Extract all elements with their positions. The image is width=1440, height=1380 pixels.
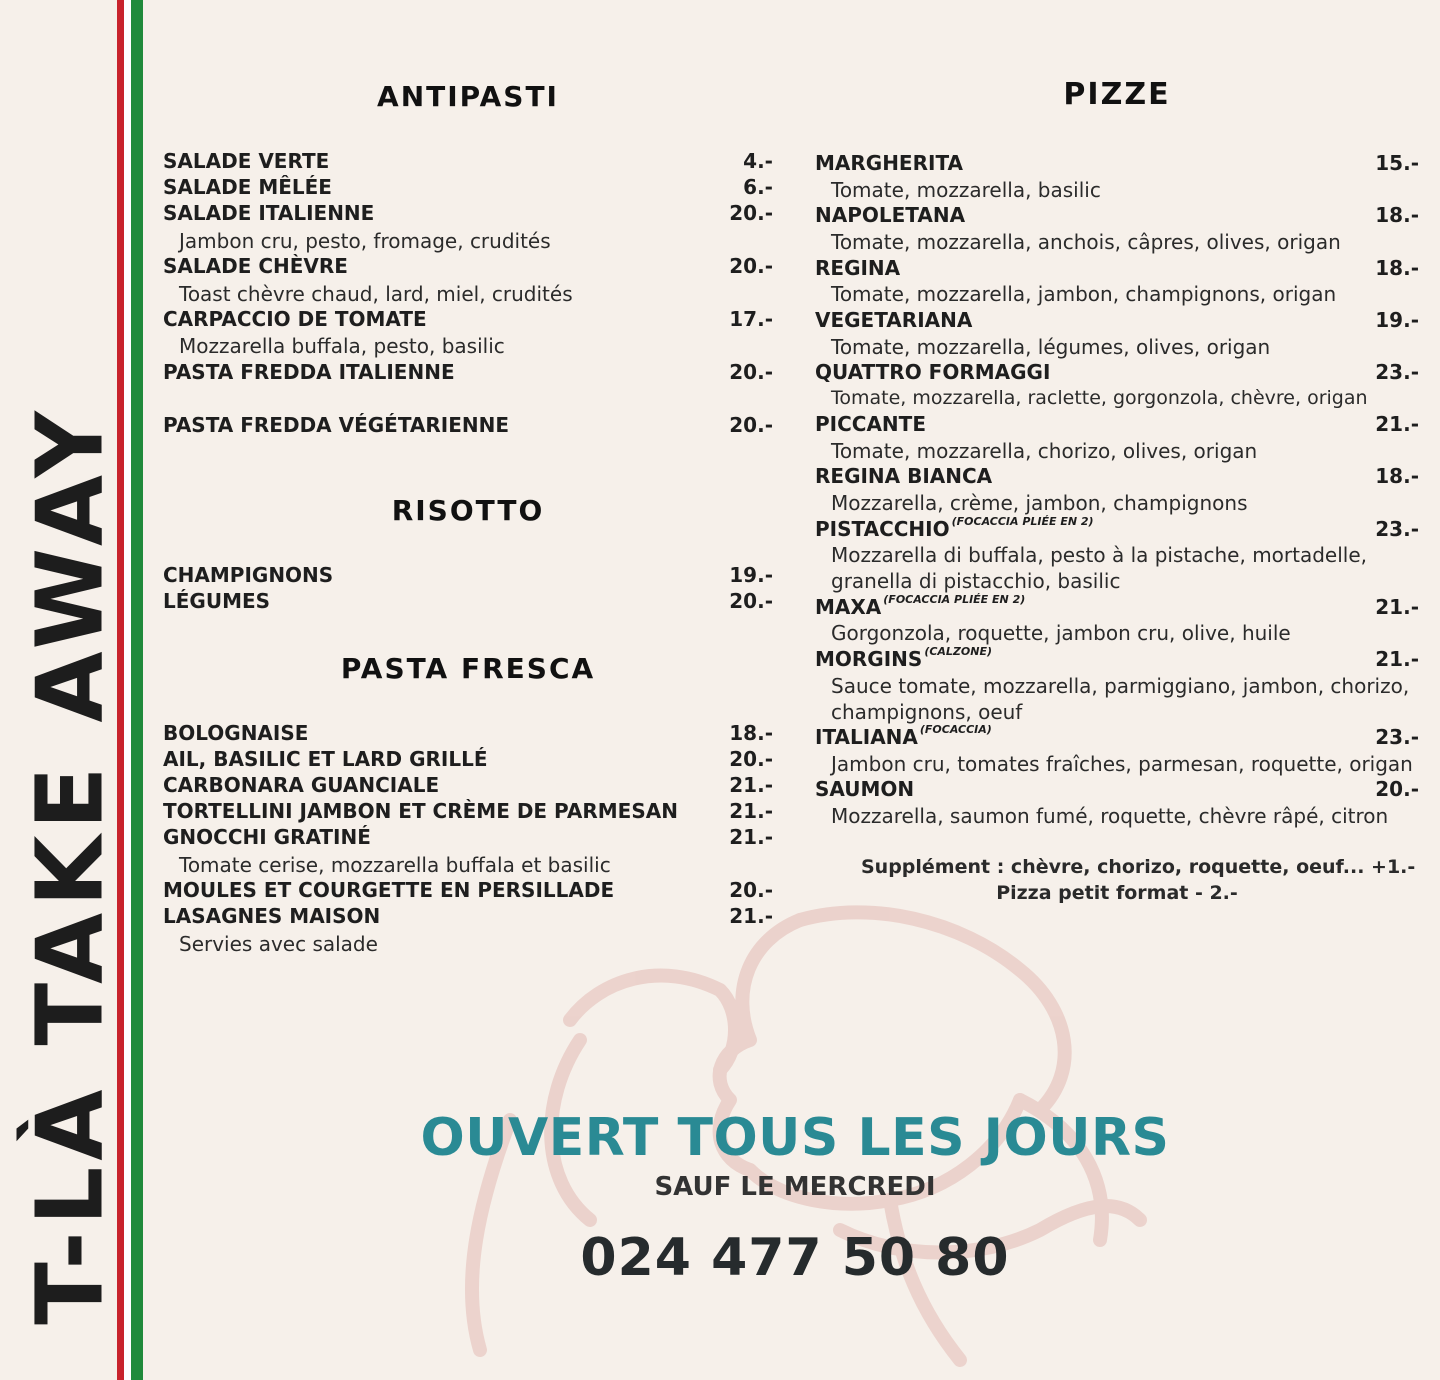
item-price: 18.- xyxy=(1375,203,1419,227)
item-price: 20.- xyxy=(729,747,773,771)
item-price: 21.- xyxy=(1375,647,1419,671)
menu-item xyxy=(163,799,773,825)
item-description: Tomate, mozzarella, jambon, champignons, origan xyxy=(831,282,1337,306)
item-description: Mozzarella buffala, pesto, basilic xyxy=(179,334,505,358)
item-name-text: MORGINS xyxy=(815,647,923,671)
item-description: Tomate cerise, mozzarella buffala et basilic xyxy=(179,853,611,877)
item-name: LASAGNES MAISON xyxy=(163,904,381,928)
item-name: PICCANTE xyxy=(815,412,926,436)
menu-item xyxy=(163,721,773,747)
item-description: Jambon cru, tomates fraîches, parmesan, roquette, origan xyxy=(831,752,1413,776)
item-name: MOULES ET COURGETTE EN PERSILLADE xyxy=(163,878,615,902)
item-name: REGINA BIANCA xyxy=(815,464,993,488)
item-price: 4.- xyxy=(743,149,773,173)
item-description: Tomate, mozzarella, légumes, olives, origan xyxy=(831,335,1271,359)
item-description: Servies avec salade xyxy=(179,932,378,956)
menu-item xyxy=(815,725,1419,751)
menu-item xyxy=(163,201,773,227)
menu-item xyxy=(815,308,1419,334)
menu-item xyxy=(163,904,773,930)
menu-item xyxy=(163,149,773,175)
item-description: Jambon cru, pesto, fromage, crudités xyxy=(179,229,551,253)
item-price: 20.- xyxy=(729,254,773,278)
item-price: 23.- xyxy=(1375,517,1419,541)
item-name: SALADE CHÈVRE xyxy=(163,254,348,278)
item-price: 21.- xyxy=(1375,412,1419,436)
item-description: Mozzarella, saumon fumé, roquette, chèvre râpé, citron xyxy=(831,804,1389,828)
item-description: Toast chèvre chaud, lard, miel, crudités xyxy=(179,282,573,306)
item-name: GNOCCHI GRATINÉ xyxy=(163,825,371,849)
item-tag: (FOCACCIA PLIÉE EN 2) xyxy=(951,515,1094,528)
item-name-text: MAXA xyxy=(815,595,882,619)
menu-item xyxy=(815,777,1419,803)
item-price: 21.- xyxy=(729,825,773,849)
item-name: CARPACCIO DE TOMATE xyxy=(163,307,427,331)
item-price: 20.- xyxy=(729,878,773,902)
item-price: 20.- xyxy=(1375,777,1419,801)
item-name: LÉGUMES xyxy=(163,589,271,613)
menu-item xyxy=(163,175,773,201)
menu-item xyxy=(163,413,773,439)
pizze-title: PIZZE xyxy=(1063,77,1171,112)
item-price: 23.- xyxy=(1375,725,1419,749)
menu-item xyxy=(163,307,773,333)
item-name xyxy=(815,517,1094,541)
item-name-text: ITALIANA xyxy=(815,725,918,749)
item-name: PASTA FREDDA ITALIENNE xyxy=(163,360,455,384)
item-name xyxy=(815,725,992,749)
menu-item xyxy=(815,517,1419,543)
item-price: 21.- xyxy=(729,904,773,928)
closed-day: SAUF LE MERCREDI xyxy=(654,1172,936,1202)
item-price: 20.- xyxy=(729,589,773,613)
item-name-text: PISTACCHIO xyxy=(815,517,950,541)
menu-item xyxy=(163,254,773,280)
item-name: SALADE MÊLÉE xyxy=(163,175,332,199)
item-name: CARBONARA GUANCIALE xyxy=(163,773,440,797)
menu-item xyxy=(815,647,1419,673)
item-description: Mozzarella, crème, jambon, champignons xyxy=(831,491,1248,515)
opening-hours: OUVERT TOUS LES JOURS xyxy=(420,1108,1170,1168)
item-name: QUATTRO FORMAGGI xyxy=(815,360,1051,384)
phone-number[interactable]: 024 477 50 80 xyxy=(580,1228,1010,1288)
item-name: SALADE VERTE xyxy=(163,149,330,173)
item-description: Tomate, mozzarella, raclette, gorgonzola, chèvre, origan xyxy=(831,387,1368,409)
menu-item xyxy=(815,464,1419,490)
item-description: Gorgonzola, roquette, jambon cru, olive, huile xyxy=(831,621,1291,645)
item-name: PASTA FREDDA VÉGÉTARIENNE xyxy=(163,413,510,437)
item-name: CHAMPIGNONS xyxy=(163,563,334,587)
item-name: TORTELLINI JAMBON ET CRÈME DE PARMESAN xyxy=(163,799,678,823)
menu-item xyxy=(815,256,1419,282)
item-name: BOLOGNAISE xyxy=(163,721,309,745)
small-format-note: Pizza petit format - 2.- xyxy=(996,882,1238,904)
item-description: champignons, oeuf xyxy=(831,700,1023,724)
menu-item xyxy=(163,563,773,589)
item-price: 19.- xyxy=(1375,308,1419,332)
menu-item xyxy=(163,747,773,773)
item-price: 18.- xyxy=(1375,256,1419,280)
item-price: 21.- xyxy=(729,799,773,823)
menu-item xyxy=(815,151,1419,177)
item-name xyxy=(815,647,992,671)
item-name: AIL, BASILIC ET LARD GRILLÉ xyxy=(163,747,488,771)
item-price: 6.- xyxy=(743,175,773,199)
item-price: 20.- xyxy=(729,360,773,384)
item-description: Tomate, mozzarella, chorizo, olives, origan xyxy=(831,439,1258,463)
item-price: 18.- xyxy=(729,721,773,745)
menu-item xyxy=(815,360,1419,386)
item-description: Tomate, mozzarella, anchois, câpres, olives, origan xyxy=(831,230,1341,254)
item-description: Mozzarella di buffala, pesto à la pistache, mortadelle, xyxy=(831,543,1368,567)
item-price: 20.- xyxy=(729,201,773,225)
item-price: 17.- xyxy=(729,307,773,331)
item-name: SAUMON xyxy=(815,777,915,801)
item-description: Tomate, mozzarella, basilic xyxy=(831,178,1101,202)
item-tag: (FOCACCIA) xyxy=(919,723,992,736)
menu-item xyxy=(163,589,773,615)
item-name: SALADE ITALIENNE xyxy=(163,201,375,225)
supplement-note: Supplément : chèvre, chorizo, roquette, oeuf... +1.- xyxy=(861,856,1416,878)
item-price: 21.- xyxy=(729,773,773,797)
item-name: REGINA xyxy=(815,256,901,280)
menu-item xyxy=(163,773,773,799)
item-description: granella di pistacchio, basilic xyxy=(831,569,1121,593)
item-tag: (FOCACCIA PLIÉE EN 2) xyxy=(883,593,1026,606)
item-price: 18.- xyxy=(1375,464,1419,488)
pasta-title: PASTA FRESCA xyxy=(340,652,596,685)
item-name: VEGETARIANA xyxy=(815,308,973,332)
item-description: Sauce tomate, mozzarella, parmiggiano, jambon, chorizo, xyxy=(831,674,1410,698)
brand-name: T-LÀ TAKE AWAY xyxy=(16,405,124,1325)
menu-item xyxy=(815,412,1419,438)
item-price: 21.- xyxy=(1375,595,1419,619)
item-tag: (CALZONE) xyxy=(924,645,993,658)
item-name: MARGHERITA xyxy=(815,151,964,175)
item-price: 15.- xyxy=(1375,151,1419,175)
antipasti-title: ANTIPASTI xyxy=(377,80,559,113)
item-price: 19.- xyxy=(729,563,773,587)
item-name xyxy=(815,595,1025,619)
menu-item xyxy=(163,360,773,386)
item-price: 23.- xyxy=(1375,360,1419,384)
item-name: NAPOLETANA xyxy=(815,203,966,227)
risotto-title: RISOTTO xyxy=(391,494,545,527)
item-price: 20.- xyxy=(729,413,773,437)
menu-item xyxy=(815,595,1419,621)
menu-item xyxy=(163,878,773,904)
menu-item xyxy=(163,825,773,851)
menu-item xyxy=(815,203,1419,229)
